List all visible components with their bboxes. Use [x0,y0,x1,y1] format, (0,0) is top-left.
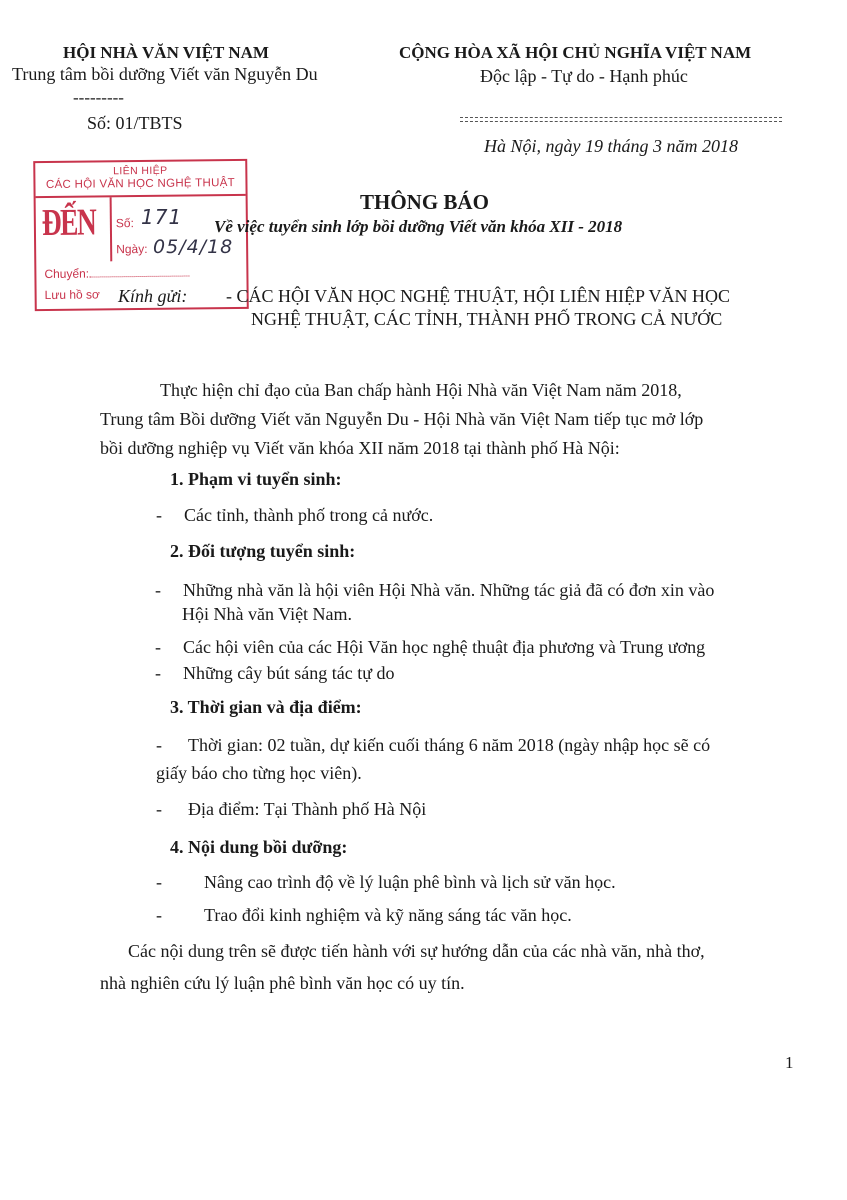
bullet-dash: - [156,799,162,819]
closing-line-2: nhà nghiên cứu lý luận phê bình văn học có uy tín. [100,973,465,993]
stamp-ngay-label: Ngày: [116,241,148,257]
stamp-chuyen-row [44,265,189,281]
section-2-item-1-cont: Hội Nhà văn Việt Nam. [182,604,353,624]
intro-line-3: bồi dưỡng nghiệp vụ Viết văn khóa XII năm 2018 tại thành phố Hà Nội: [100,438,620,458]
stamp-chuyen-dots [89,265,189,277]
republic-name: CỘNG HÒA XÃ HỘI CHỦ NGHĨA VIỆT NAM [399,43,752,62]
document-title: THÔNG BÁO [360,190,489,214]
bullet-dash: - [156,872,162,892]
section-3-item-2: Địa điểm: Tại Thành phố Hà Nội [188,799,427,819]
section-1-item-1: Các tỉnh, thành phố trong cả nước. [184,505,434,525]
bullet-dash: - [155,663,161,683]
page-number: 1 [785,1053,794,1072]
section-1-heading: 1. Phạm vi tuyển sinh: [170,469,342,489]
intro-line-2: Trung tâm Bồi dưỡng Viết văn Nguyễn Du - Hội Nhà văn Việt Nam tiếp tục mở lớp [100,409,704,429]
section-3-heading: 3. Thời gian và địa điểm: [170,697,362,717]
recipient-label: Kính gửi: [118,286,188,306]
stamp-divider [36,194,246,198]
national-motto: Độc lập - Tự do - Hạnh phúc [480,66,688,86]
motto-underline [460,117,782,122]
recipient-line-1: - CÁC HỘI VĂN HỌC NGHỆ THUẬT, HỘI LIÊN HIỆP VĂN HỌC [226,286,730,306]
closing-line-1: Các nội dung trên sẽ được tiến hành với sự hướng dẫn của các nhà văn, nhà thơ, [128,941,705,961]
bullet-dash: - [156,735,162,755]
section-2-item-2: Các hội viên của các Hội Văn học nghệ thuật địa phương và Trung ương [183,637,706,657]
section-2-heading: 2. Đối tượng tuyển sinh: [170,541,356,561]
stamp-big-word: ĐẾN [41,201,96,245]
stamp-line-1: LIÊN HIỆP [113,164,168,178]
stamp-so-label: Số: [115,216,134,231]
document-number: Số: 01/TBTS [87,113,183,133]
bullet-dash: - [155,580,161,600]
center-name: Trung tâm bồi dưỡng Viết văn Nguyễn Du [12,64,318,84]
section-2-item-3: Những cây bút sáng tác tự do [183,663,395,683]
section-4-item-2: Trao đổi kinh nghiệm và kỹ năng sáng tác văn học. [204,905,572,925]
section-3-item-1: Thời gian: 02 tuần, dự kiến cuối tháng 6 năm 2018 (ngày nhập học sẽ có [188,735,711,755]
bullet-dash: - [155,637,161,657]
bullet-dash: - [156,505,162,525]
bullet-dash: - [156,905,162,925]
stamp-date-handwritten: 05/4/18 [153,236,234,258]
section-3-item-1-cont: giấy báo cho từng học viên). [156,763,362,783]
stamp-luu-label: Lưu hồ sơ [44,287,100,303]
org-name: HỘI NHÀ VĂN VIỆT NAM [63,43,269,62]
section-4-heading: 4. Nội dung bồi dưỡng: [170,837,348,857]
stamp-vertical-divider [110,197,113,261]
section-4-item-1: Nâng cao trình độ về lý luận phê bình và lịch sử văn học. [204,872,616,892]
stamp-so-handwritten: 171 [141,205,183,229]
stamp-line-2: CÁC HỘI VĂN HỌC NGHỆ THUẬT [45,177,236,191]
recipient-line-2: NGHỆ THUẬT, CÁC TỈNH, THÀNH PHỐ TRONG CẢ NƯỚC [251,309,723,329]
section-2-item-1: Những nhà văn là hội viên Hội Nhà văn. Những tác giả đã có đơn xin vào [183,580,715,600]
issue-date: Hà Nội, ngày 19 tháng 3 năm 2018 [484,136,738,156]
intro-line-1: Thực hiện chỉ đạo của Ban chấp hành Hội Nhà văn Việt Nam năm 2018, [160,380,682,400]
document-subject: Về việc tuyển sinh lớp bồi dưỡng Viết văn khóa XII - 2018 [214,217,623,236]
header-divider: --------- [73,88,124,107]
stamp-chuyen-label: Chuyển: [44,266,90,282]
